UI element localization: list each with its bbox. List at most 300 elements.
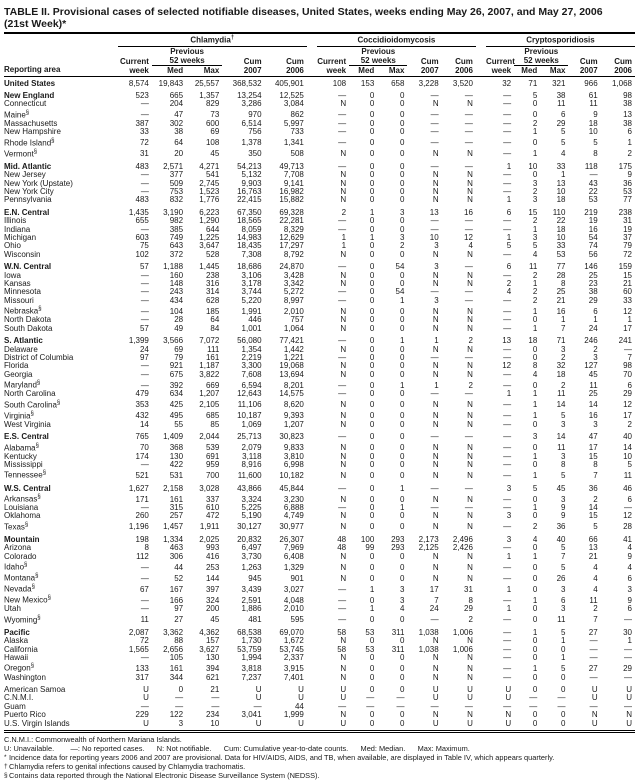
cell: 70 (623, 369, 632, 379)
cell: — (430, 127, 439, 137)
column-gap (307, 226, 317, 234)
cell: 5 (532, 90, 538, 100)
cell: — (430, 701, 439, 711)
cell: 6,888 (283, 503, 304, 512)
cell: 58 (337, 627, 347, 637)
cell: 0 (400, 672, 405, 682)
cell: 3 (152, 720, 186, 732)
cell: 6 (627, 494, 632, 504)
cell: 5 (627, 460, 632, 470)
cell: 1 (400, 295, 405, 305)
cell: 19 (623, 224, 632, 234)
cell: 38 (623, 118, 632, 128)
cell: — (589, 672, 598, 682)
cell: N (340, 270, 347, 280)
cell: — (503, 315, 512, 325)
cell: 3,118 (242, 451, 262, 461)
cell: — (557, 701, 566, 711)
cell: 7,969 (283, 543, 304, 553)
cell: 1,409 (163, 432, 184, 442)
cell: 0 (400, 432, 405, 442)
table-row (4, 100, 635, 108)
table-row (4, 625, 635, 637)
cell: 3 (506, 534, 512, 544)
cell: 0 (369, 551, 375, 561)
cell: 30,823 (279, 432, 304, 442)
cell: 12,525 (279, 90, 304, 100)
cell: — (140, 178, 149, 188)
cell: — (503, 216, 512, 226)
cell: 765 (135, 432, 149, 442)
cell: 13,254 (237, 90, 262, 100)
cell: 9 (627, 551, 632, 561)
cell: N (467, 471, 473, 481)
cell: 1 (561, 636, 566, 646)
cell: 38 (588, 287, 598, 297)
cell: 1,001 (241, 323, 262, 333)
cell: 9 (561, 503, 566, 512)
cell: 1,730 (241, 636, 262, 646)
cell: 16 (588, 411, 598, 421)
row-area: Massachusetts (4, 118, 58, 128)
column-gap (476, 682, 486, 694)
med-label: Med (349, 66, 377, 77)
cell: N (505, 710, 512, 720)
cell: 377 (169, 170, 184, 180)
cell: — (503, 636, 512, 646)
column-gap (307, 532, 317, 544)
table-title-line2: (21st Week)* (4, 18, 67, 30)
column-gap (307, 371, 317, 379)
current-label: Current (317, 56, 347, 66)
cell: 495 (169, 411, 184, 421)
cell: 0 (369, 110, 375, 120)
cell: — (503, 471, 512, 481)
cell: 0 (369, 389, 375, 399)
cell: 4 (593, 584, 598, 594)
cell: 4 (593, 562, 598, 572)
cell: 0 (400, 344, 405, 354)
cell: 4 (506, 287, 512, 297)
cell: 10 (429, 233, 439, 243)
cell: 353 (135, 400, 149, 410)
cell: 79 (174, 352, 184, 362)
cell: 5 (561, 411, 566, 421)
cell: 13 (588, 543, 598, 553)
column-gap (476, 461, 486, 469)
column-gap (307, 429, 317, 441)
year-2007-label: 2007 (222, 66, 264, 77)
cell: N (432, 710, 439, 720)
cell: 634 (169, 389, 184, 399)
cell: 27 (174, 615, 184, 625)
row-area: North Carolina (4, 389, 56, 399)
row-area: Tennessee§ (4, 470, 47, 481)
column-gap (307, 128, 317, 136)
cell: 71 (556, 336, 566, 346)
cell: 6 (627, 380, 632, 390)
cell: — (430, 503, 439, 512)
table-row (4, 532, 635, 544)
row-area: Vermont§ (4, 148, 38, 159)
cell: 88 (174, 636, 184, 646)
row-area: W.N. Central (4, 262, 52, 272)
cell: U (591, 693, 598, 703)
cell: N (467, 443, 473, 453)
cell: N (467, 170, 473, 180)
cell: 0 (369, 279, 375, 289)
cell: 25 (556, 287, 566, 297)
cell: 104 (169, 306, 184, 316)
cell: N (467, 451, 473, 461)
table-row (4, 217, 635, 225)
cell: 311 (391, 627, 405, 637)
cell: N (340, 573, 347, 583)
cell: 161 (205, 352, 220, 362)
row-area: Maine§ (4, 109, 30, 120)
cell: — (503, 138, 512, 148)
table-row (4, 637, 635, 645)
week-label: week (486, 66, 514, 77)
cell: 1,334 (163, 534, 184, 544)
table-row (4, 662, 635, 673)
cell: 2,010 (283, 306, 304, 316)
cell: 21 (556, 295, 566, 305)
cell: 0 (369, 573, 375, 583)
cell: 1,068 (611, 78, 632, 88)
cell: 112 (136, 551, 149, 561)
cell: 48 (337, 543, 347, 553)
cell: 0 (400, 471, 405, 481)
cell: 0 (400, 460, 405, 470)
cell: 11 (557, 443, 566, 453)
cell: 1,991 (241, 306, 262, 316)
cell: — (140, 701, 149, 711)
cell: 1 (369, 233, 375, 243)
cell: 523 (135, 90, 149, 100)
cell: 5 (561, 543, 566, 553)
column-gap (307, 362, 317, 370)
cell: 9 (627, 595, 632, 605)
cell: N (340, 149, 347, 159)
cell: — (503, 187, 512, 196)
cell: 8,792 (283, 249, 304, 259)
cell: 610 (205, 503, 220, 512)
column-gap (307, 682, 317, 694)
cell: — (464, 262, 473, 272)
cell: 644 (205, 224, 220, 234)
cell: 69,070 (279, 627, 304, 637)
cell: 15 (528, 207, 538, 217)
cell: 47 (588, 432, 598, 442)
cell: 11 (528, 262, 538, 272)
row-area: Wisconsin (4, 249, 41, 259)
cell: 2,745 (199, 178, 220, 188)
cell: 0 (400, 494, 405, 504)
column-gap (476, 453, 486, 461)
cell: 246 (584, 336, 598, 346)
cell: 9 (593, 110, 598, 120)
cell: 1 (532, 664, 538, 674)
cell: 4 (627, 562, 632, 572)
cell: 53 (365, 644, 375, 654)
cell: 1 (532, 503, 538, 512)
cell: 1 (369, 584, 375, 594)
cell: 10 (623, 451, 632, 461)
cell: 3,324 (241, 494, 262, 504)
cell: 0 (369, 562, 375, 572)
cell: 1,999 (283, 710, 304, 720)
cell: 0 (532, 672, 538, 682)
row-area: Arizona (4, 543, 32, 553)
cell: 1,064 (283, 323, 304, 333)
column-gap (307, 217, 317, 225)
table-row (4, 128, 635, 136)
cell: 17 (623, 323, 632, 333)
cell: 0 (532, 315, 538, 325)
cell: 97 (174, 604, 184, 614)
cell: 108 (332, 78, 347, 88)
max-label: Max (540, 66, 568, 77)
column-gap (476, 259, 486, 271)
cell: 0 (400, 684, 405, 694)
cell: 61 (588, 90, 598, 100)
cell: 293 (391, 543, 405, 553)
cell: 481 (248, 615, 262, 625)
cell: N (340, 494, 347, 504)
cell: 3 (593, 419, 598, 429)
cell: — (430, 118, 439, 128)
cell: — (338, 701, 347, 711)
cell: 26,307 (279, 534, 304, 544)
cell: N (467, 636, 473, 646)
cell: 1,006 (452, 644, 473, 654)
cell: 829 (205, 99, 220, 109)
cell: 200 (205, 604, 220, 614)
cell: 970 (248, 110, 262, 120)
cell: 0 (532, 653, 538, 663)
column-gap (476, 226, 486, 234)
cell: U (340, 693, 347, 703)
cell: 160 (169, 270, 184, 280)
cell: 1,329 (283, 562, 304, 572)
cell: 8 (468, 595, 473, 605)
cell: — (503, 118, 512, 128)
cell: 539 (205, 443, 220, 453)
row-area: Wyoming§ (4, 614, 41, 625)
cell: 3 (400, 595, 405, 605)
cell: 11,600 (237, 471, 262, 481)
cell: 6,594 (241, 380, 262, 390)
cell: 1,435 (128, 207, 149, 217)
cell: 1,886 (241, 604, 262, 614)
cell: 3 (561, 604, 566, 614)
cell: 52 (174, 573, 184, 583)
cell: — (430, 483, 439, 493)
table-row (4, 605, 635, 613)
cell: — (211, 701, 220, 711)
cell: 45 (556, 483, 566, 493)
cell: 1,399 (128, 336, 149, 346)
cell: 0 (400, 511, 405, 521)
column-gap (476, 605, 486, 613)
cell: 0 (561, 644, 566, 654)
cell: 3,300 (241, 361, 262, 371)
cell: 22,281 (279, 216, 304, 226)
cell: 966 (584, 78, 598, 88)
table-row (4, 226, 635, 234)
cell: 3,810 (283, 451, 304, 461)
cell: 3,041 (241, 710, 262, 720)
cell: 324 (205, 595, 220, 605)
cell: 1 (532, 471, 538, 481)
cell: — (503, 627, 512, 637)
cell: N (626, 710, 632, 720)
cell: 257 (169, 511, 184, 521)
cell: 21 (588, 551, 598, 561)
column-gap (476, 333, 486, 345)
previous-label: Previous (524, 47, 559, 57)
cell: 1,627 (128, 483, 149, 493)
cell: 0 (369, 99, 375, 109)
cell: 1,187 (199, 361, 220, 371)
cell: 260 (135, 511, 149, 521)
row-area: Florida (4, 361, 29, 371)
column-gap (476, 217, 486, 225)
cell: U (118, 720, 152, 732)
column-gap (476, 234, 486, 242)
year-2006-label: 2006 (265, 66, 307, 77)
row-area: American Samoa (4, 684, 66, 694)
cell: 756 (248, 127, 262, 137)
column-gap (476, 120, 486, 128)
footnote-line: * Incidence data for reporting years 2006 and 2007 are provisional. Data for HIV/AIDS, AIDS, and TB, when available, are displayed in Table IV, which appears quarterly. (4, 752, 555, 762)
cell: 1,994 (241, 653, 262, 663)
column-gap (307, 188, 317, 196)
column-gap (307, 346, 317, 354)
cell: — (503, 503, 512, 512)
cell: 9,903 (241, 178, 262, 188)
column-gap (476, 703, 486, 711)
cell: 46 (623, 483, 632, 493)
cell: 11 (557, 389, 566, 399)
cell: 47 (174, 110, 184, 120)
cell: 1 (532, 389, 538, 399)
cell: 0 (369, 432, 375, 442)
cell: N (467, 460, 473, 470)
cell: 11 (589, 99, 598, 109)
cell: 0 (369, 138, 375, 148)
cell: 1,221 (283, 352, 304, 362)
cell: U (432, 684, 439, 694)
row-area: Kansas (4, 279, 31, 289)
cell: 148 (169, 279, 184, 289)
table-title (4, 6, 635, 30)
cell: 628 (205, 295, 220, 305)
cell: 1 (627, 315, 632, 325)
cell: N (467, 178, 473, 188)
cell: 238 (618, 207, 632, 217)
cell: 0 (400, 522, 405, 532)
cell: 25 (588, 270, 598, 280)
cell: — (503, 664, 512, 674)
cell: U (505, 693, 512, 703)
cell: 1 (369, 207, 375, 217)
cell: 7 (593, 471, 598, 481)
column-gap (476, 159, 486, 171)
cell: 350 (248, 149, 262, 159)
cell: 2 (593, 604, 598, 614)
column-gap (307, 379, 317, 390)
cell: 691 (205, 451, 220, 461)
cell: 1 (532, 411, 538, 421)
cell: — (338, 287, 347, 297)
cell: N (432, 400, 439, 410)
cell: — (503, 295, 512, 305)
cell: — (464, 432, 473, 442)
cell: 2,173 (418, 534, 439, 544)
cell: 73 (210, 110, 220, 120)
cell: 6,514 (241, 118, 262, 128)
cell: N (432, 451, 439, 461)
row-area: South Dakota (4, 323, 53, 333)
cell: 0 (369, 483, 375, 493)
cell: N (467, 522, 473, 532)
column-gap (307, 493, 317, 504)
row-area: Nevada§ (4, 584, 35, 594)
cell: — (589, 170, 598, 180)
cell: U (626, 684, 632, 694)
cum-label: Cum (420, 56, 439, 66)
row-area: United States (4, 78, 56, 88)
cell: 0 (369, 224, 375, 234)
cell: 2 (532, 216, 538, 226)
cell: 44 (174, 562, 184, 572)
cell: 416 (205, 551, 220, 561)
cell: 0 (400, 170, 405, 180)
cell: 6,998 (283, 460, 304, 470)
cell: 669 (205, 380, 220, 390)
cell: 69 (174, 344, 184, 354)
cell: 1 (400, 483, 405, 493)
cell: U (255, 693, 262, 703)
table-row (4, 674, 635, 682)
cell: 0 (369, 411, 375, 421)
column-gap (307, 614, 317, 625)
cell: 0 (369, 494, 375, 504)
row-area: Texas§ (4, 521, 29, 532)
cell: 8,059 (241, 224, 262, 234)
cell: 72 (623, 249, 632, 259)
table-row (4, 694, 635, 702)
cell: 55 (174, 419, 184, 429)
cell: 11 (589, 380, 598, 390)
cell: 18 (556, 195, 566, 205)
column-gap (307, 646, 317, 654)
cell: U (298, 693, 304, 703)
cell: — (464, 138, 473, 148)
cell: 44 (294, 701, 304, 711)
cell: 53 (556, 249, 566, 259)
cell: 0 (369, 400, 375, 410)
cell: — (589, 644, 598, 654)
column-gap (307, 469, 317, 480)
column-gap (476, 694, 486, 702)
column-gap (476, 654, 486, 662)
cell: 2 (468, 380, 473, 390)
column-gap (476, 77, 486, 88)
cell: 0 (532, 344, 538, 354)
